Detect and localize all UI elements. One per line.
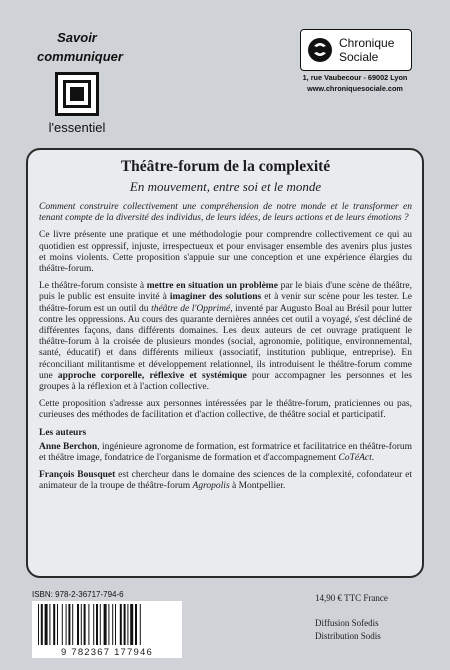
back-cover-text-panel [26,148,424,578]
author-1-name: Anne Berchon [39,441,98,452]
author-1-bio: Anne Berchon, ingénieure agronome de formation, est formatrice et facilitatrice en théâtre-forum et théâtre image, fondatrice de l'organisme de formation et d'accompagnement CoTéAct. [39,441,412,464]
diffusion-label: Diffusion Sofedis [315,618,379,628]
book-title: Théâtre-forum de la complexité [120,158,331,175]
publisher-contact [290,72,420,94]
author-2-bio: François Bousquet est chercheur dans le domaine des sciences de la complexité, cofondateur et animateur de la troupe de théâtre-forum Agropolis à Montpellier. [39,470,413,492]
distribution-label: Distribution Sodis [315,631,381,641]
collection-name-line1: Savoir [57,30,97,45]
highlight-opprime: théâtre de l'Opprimé [151,303,231,314]
authors-heading: Les auteurs [39,427,87,438]
isbn-label: ISBN: 978-2-36717-794-6 [32,590,124,599]
collection-subtitle: l'essentiel [48,120,106,135]
publisher-logo-icon [307,37,333,63]
publisher-name-line2: Sociale [339,50,379,64]
book-subtitle: En mouvement, entre soi et le monde [129,179,322,194]
publisher-logo-box [300,29,412,71]
publisher-website: www.chroniquesociale.com [307,84,403,93]
author-2-name: François Bousquet [39,470,116,481]
collection-block [37,28,123,137]
publisher-name-line1: Chronique [339,36,395,50]
barcode-number: 9 782367 177946 [32,647,182,658]
collection-logo-icon [55,72,99,116]
paragraph-1: Ce livre présente une pratique et une méthodologie pour comprendre collectivement ce qui au quotidien est oppressif, injuste, irrespectueux et pour envisager ensemble des avenirs plus justes et moins violents. Cette proposition s'appuie sur une conception et une expérience élargies du théâtre-forum. [39,230,412,275]
highlight-problem: mettre en situation un problème [146,281,278,292]
author-2-org: Agropolis [192,481,230,492]
highlight-approach: approche corporelle, réflexive et systémique [57,370,247,381]
lead-paragraph: Comment construire collectivement une compréhension de notre monde et le transformer en tenant compte de la diversité des individus, de leurs idées, de leurs actions et de leurs émotions ? [39,202,412,224]
distribution-info [315,617,381,643]
paragraph-3: Cette proposition s'adresse aux personnes intéressées par le théâtre-forum, praticiennes ou pas, curieuses des méthodes de facilitation et d'action collective, de théâtre social et participatif. [39,399,412,421]
collection-name-line2: communiquer [37,49,123,64]
barcode-icon [32,601,182,647]
publisher-address: 1, rue Vaubecour - 69002 Lyon [302,73,408,82]
author-1-org: CoTéAct [338,453,372,464]
price-label: 14,90 € TTC France [315,593,388,603]
paragraph-2: Le théâtre-forum consiste à mettre en situation un problème par le biais d'une scène de théâtre, puis le public est ensuite invité à imaginer des solutions et à venir sur scène pour les tester. Le théâtre-forum est un outil du théâtre de l'Opprimé, inventé par Augusto Boal au Brésil pour lutter contre les oppressions. Au cours des quarante dernières années cet outil a voyagé, s'est décliné de différentes façons, dans différents domaines. Les deux auteurs de cet ouvrage pratiquent le théâtre-forum à la croisée de plusieurs mondes (social, agronomie, politique, environnemental, santé, éducatif) et dans différents milieux (associatif, institution publique, entreprise). En réconciliant militantisme et développement relationnel, ils introduisent le théâtre-forum comme une approche corporelle, réflexive et systémique pour accompagner les personnes et les groupes à la réflexion et à l'action collective. [39,281,413,393]
barcode-image [32,601,182,647]
highlight-solutions: imaginer des solutions [169,292,262,303]
